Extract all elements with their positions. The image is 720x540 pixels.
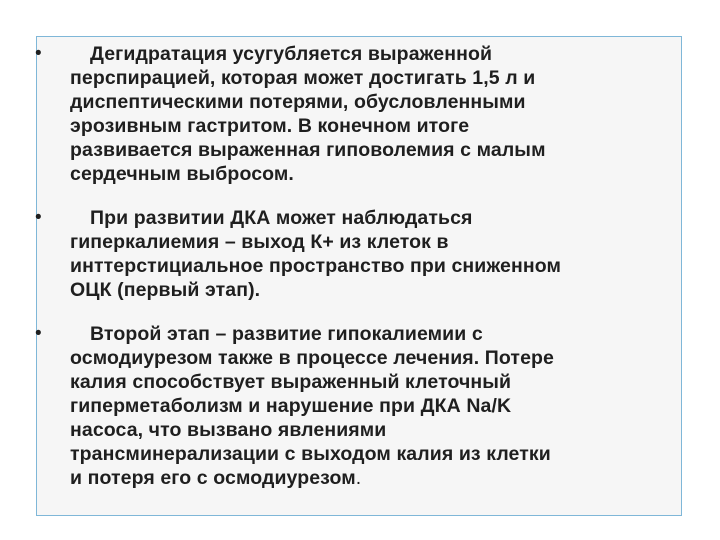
text-line: ОЦК (первый этап). bbox=[70, 279, 261, 301]
text-line: диспептическими потерями, обусловленными bbox=[70, 91, 526, 113]
bullet-list bbox=[0, 4, 680, 489]
bullet-item-hyperkalemia bbox=[0, 206, 680, 302]
text-line bbox=[70, 322, 680, 346]
text-line: инттерстициальное пространство при сниженном bbox=[70, 255, 562, 277]
text-line-content: Второй этап – развитие гипокалиемии с bbox=[90, 323, 483, 345]
bullet-marker: • bbox=[35, 323, 42, 344]
text-line-content: и потеря его с осмодиурезом bbox=[70, 467, 356, 489]
text-line: осмодиурезом также в процессе лечения. Потере bbox=[70, 347, 554, 369]
bullet-item-hypokalemia bbox=[0, 322, 680, 490]
text-line: насоса, что вызвано явлениями bbox=[70, 419, 387, 441]
text-line bbox=[70, 206, 680, 230]
text-line: трансминерализации с выходом калия из клетки bbox=[70, 443, 551, 465]
text-line: гиперкалиемия – выход К+ из клеток в bbox=[70, 231, 449, 253]
text-line bbox=[70, 42, 680, 66]
text-line-content: При развитии ДКА может наблюдаться bbox=[90, 207, 473, 229]
text-line-tail: . bbox=[355, 467, 362, 489]
text-line: перспирацией, которая может достигать 1,5 л и bbox=[70, 67, 536, 89]
text-line-content: Дегидратация усугубляется выраженной bbox=[90, 43, 493, 65]
text-line: эрозивным гастритом. В конечном итоге bbox=[70, 115, 470, 137]
bullet-marker: • bbox=[35, 43, 42, 64]
text-line: калия способствует выраженный клеточный bbox=[70, 371, 512, 393]
text-line: развивается выраженная гиповолемия с малым bbox=[70, 139, 546, 161]
text-line: сердечным выбросом. bbox=[70, 163, 294, 185]
bullet-marker: • bbox=[35, 207, 42, 228]
text-line: гиперметаболизм и нарушение при ДКА Na/K bbox=[70, 395, 512, 417]
text-line bbox=[70, 466, 680, 490]
bullet-item-dehydration bbox=[0, 42, 680, 186]
